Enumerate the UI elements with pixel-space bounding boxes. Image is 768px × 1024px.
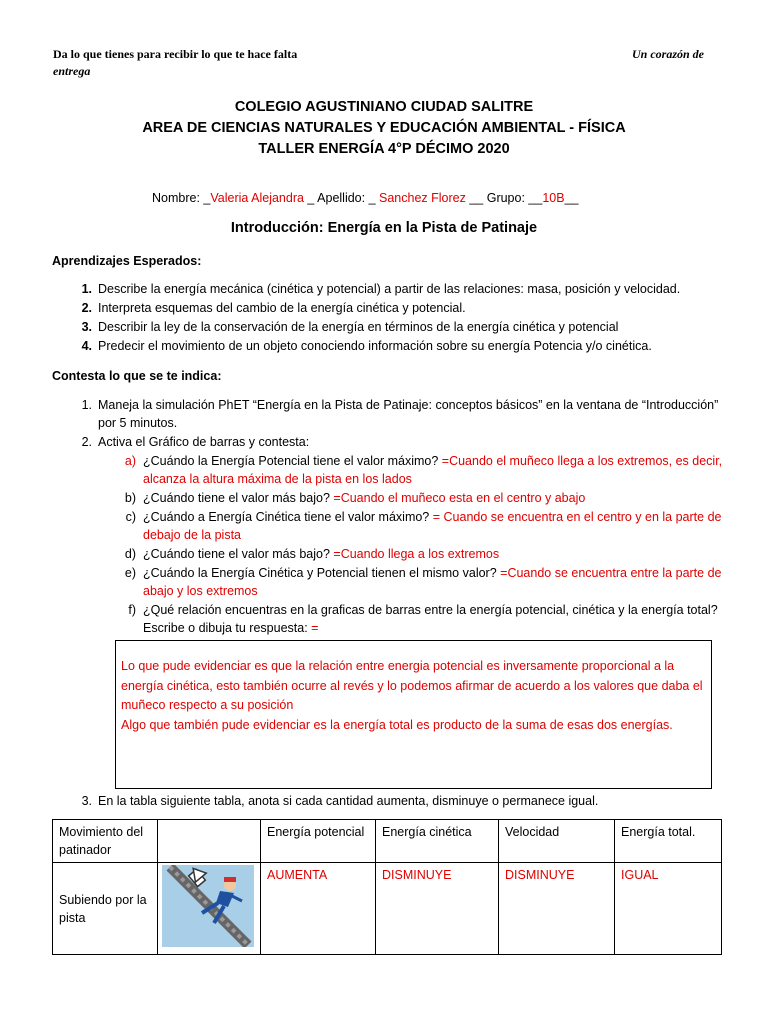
learning-heading: Aprendizajes Esperados:	[52, 254, 202, 268]
workshop-title: TALLER ENERGÍA 4°P DÉCIMO 2020	[258, 141, 510, 157]
answer-box[interactable]	[115, 640, 712, 789]
motto-right: Un corazón de	[632, 47, 705, 61]
sub-question-a: ¿Cuándo la Energía Potencial tiene el valor máximo? =Cuando el muñeco llega a los extremos, es decir,	[143, 454, 723, 468]
motion-label: Subiendo por la pista	[53, 863, 158, 955]
energy-table	[52, 819, 722, 955]
answer-d[interactable]: =Cuando llega a los extremos	[333, 547, 500, 561]
header-cell: Velocidad	[499, 820, 615, 863]
answer-e-cont[interactable]: abajo y los extremos	[143, 584, 258, 598]
answer-c[interactable]: = Cuando se encuentra en el centro y en la parte de	[432, 510, 722, 524]
motto-left: Da lo que tienes para recibir lo que te hace falta	[53, 47, 298, 61]
group-label: __ Grupo: __	[465, 191, 543, 205]
answer-line: energía cinética, esto también ocurre al revés y lo podemos afirmar de acuerdo a los valores que daba el	[121, 678, 703, 693]
name-label: Nombre: _	[152, 191, 211, 205]
answer-e[interactable]: =Cuando se encuentra entre la parte de	[500, 566, 722, 580]
group-value[interactable]: 10B	[542, 191, 565, 205]
skater-image	[162, 865, 254, 947]
answer-c-cont[interactable]: debajo de la pista	[143, 528, 241, 542]
question-2: Activa el Gráfico de barras y contesta:	[98, 435, 310, 449]
table-row	[53, 863, 722, 955]
answer-b[interactable]: =Cuando el muñeco esta en el centro y abajo	[333, 491, 586, 505]
header-cell: Energía potencial	[261, 820, 376, 863]
header-cell: Energía cinética	[376, 820, 499, 863]
sub-question-b: ¿Cuándo tiene el valor más bajo? =Cuando el muñeco esta en el centro y abajo	[143, 491, 586, 505]
sub-question-f-cont: Escribe o dibuja tu respuesta: =	[143, 621, 319, 635]
potential-energy-value[interactable]: AUMENTA	[261, 863, 376, 955]
question-1: Maneja la simulación PhET “Energía en la Pista de Patinaje: conceptos básicos” en la ventana de “Introducción”	[98, 398, 719, 412]
answer-line: muñeco respecto a su posición	[121, 698, 294, 712]
answer-line: Lo que pude evidenciar es que la relación entre energia potencial es inversamente proporcional a la	[121, 659, 675, 673]
header-cell	[158, 820, 261, 863]
table-header-row	[53, 820, 722, 863]
intro-title: Introducción: Energía en la Pista de Patinaje	[230, 220, 538, 236]
answer-line: Algo que también pude evidenciar es la energía total es producto de la suma de esas dos energías.	[121, 717, 673, 732]
question-1-cont: por 5 minutos.	[98, 416, 178, 430]
skater-image-cell	[158, 863, 261, 955]
sub-question-c: ¿Cuándo a Energía Cinética tiene el valor máximo? = Cuando se encuentra en el centro y en la parte de	[143, 510, 722, 524]
questions-heading: Contesta lo que se te indica:	[52, 369, 222, 383]
total-energy-value[interactable]: IGUAL	[615, 863, 722, 955]
sub-question-d: ¿Cuándo tiene el valor más bajo? =Cuando llega a los extremos	[143, 547, 500, 561]
learning-list: 1. Describe la energía mecánica (cinética y potencial) a partir de las relaciones: masa, posición y velocidad. 2. Interpreta esquemas del cambio de la energía cinética y potencial. 3. Describir la ley de la conservación de la energía en términos de la energía cinética y potencial 4. Predecir el movimiento de un objeto conociendo información sobre su energía Potencia y/o cinética.	[81, 282, 681, 353]
name-value[interactable]: Valeria Alejandra	[210, 191, 304, 205]
answer-f-eq: =	[311, 621, 319, 635]
sub-question-e: ¿Cuándo la Energía Cinética y Potencial tienen el mismo valor? =Cuando se encuentra entre la parte de	[143, 566, 722, 580]
school-name: COLEGIO AGUSTINIANO CIUDAD SALITRE	[234, 99, 534, 115]
header-cell: Movimiento del patinador	[53, 820, 158, 863]
kinetic-energy-value[interactable]: DISMINUYE	[376, 863, 499, 955]
area-name: AREA DE CIENCIAS NATURALES Y EDUCACIÓN AMBIENTAL - FÍSICA	[142, 120, 626, 136]
header-cell: Energía total.	[615, 820, 722, 863]
questions-block: 1. Maneja la simulación PhET “Energía en la Pista de Patinaje: conceptos básicos” en la ventana de “Introducción” por 5 minutos. 2. Activa el Gráfico de barras y contesta: a) ¿Cuándo la Energía Potencial tiene el valor máximo? =Cuando el muñeco llega a los extremos, es decir, alcanza la altura máxima de la pista en los lados b) ¿Cuándo tiene el valor más bajo? =Cuando el muñeco esta en el centro y abajo c) ¿Cuándo a Energía Cinética tiene el valor máximo? = Cuando se encuentra en el centro y en la parte de debajo de la pista d) ¿Cuándo tiene el valor más bajo? =Cuando llega a los extremos e) ¿Cuándo la Energía Cinética y Potencial tienen el mismo valor? =Cuando se encuentra entre la parte de abajo y los extremos f) ¿Qué relación encuentras en la graficas de barras entre la energía potencial, cinética y la energía total? Escribe o dibuja tu respuesta: =	[0, 396, 768, 636]
student-info	[152, 189, 578, 208]
group-end: __	[564, 191, 579, 205]
surname-value[interactable]: Sanchez Florez	[379, 191, 466, 205]
velocity-value[interactable]: DISMINUYE	[499, 863, 615, 955]
surname-label: _ Apellido: _	[303, 191, 380, 205]
motto-right-continued: entrega	[53, 64, 91, 78]
answer-a[interactable]: =Cuando el muñeco llega a los extremos, es decir,	[441, 454, 723, 468]
answer-a-cont[interactable]: alcanza la altura máxima de la pista en los lados	[143, 472, 412, 486]
sub-question-f: ¿Qué relación encuentras en la graficas de barras entre la energía potencial, cinética y la energía total?	[143, 603, 718, 617]
